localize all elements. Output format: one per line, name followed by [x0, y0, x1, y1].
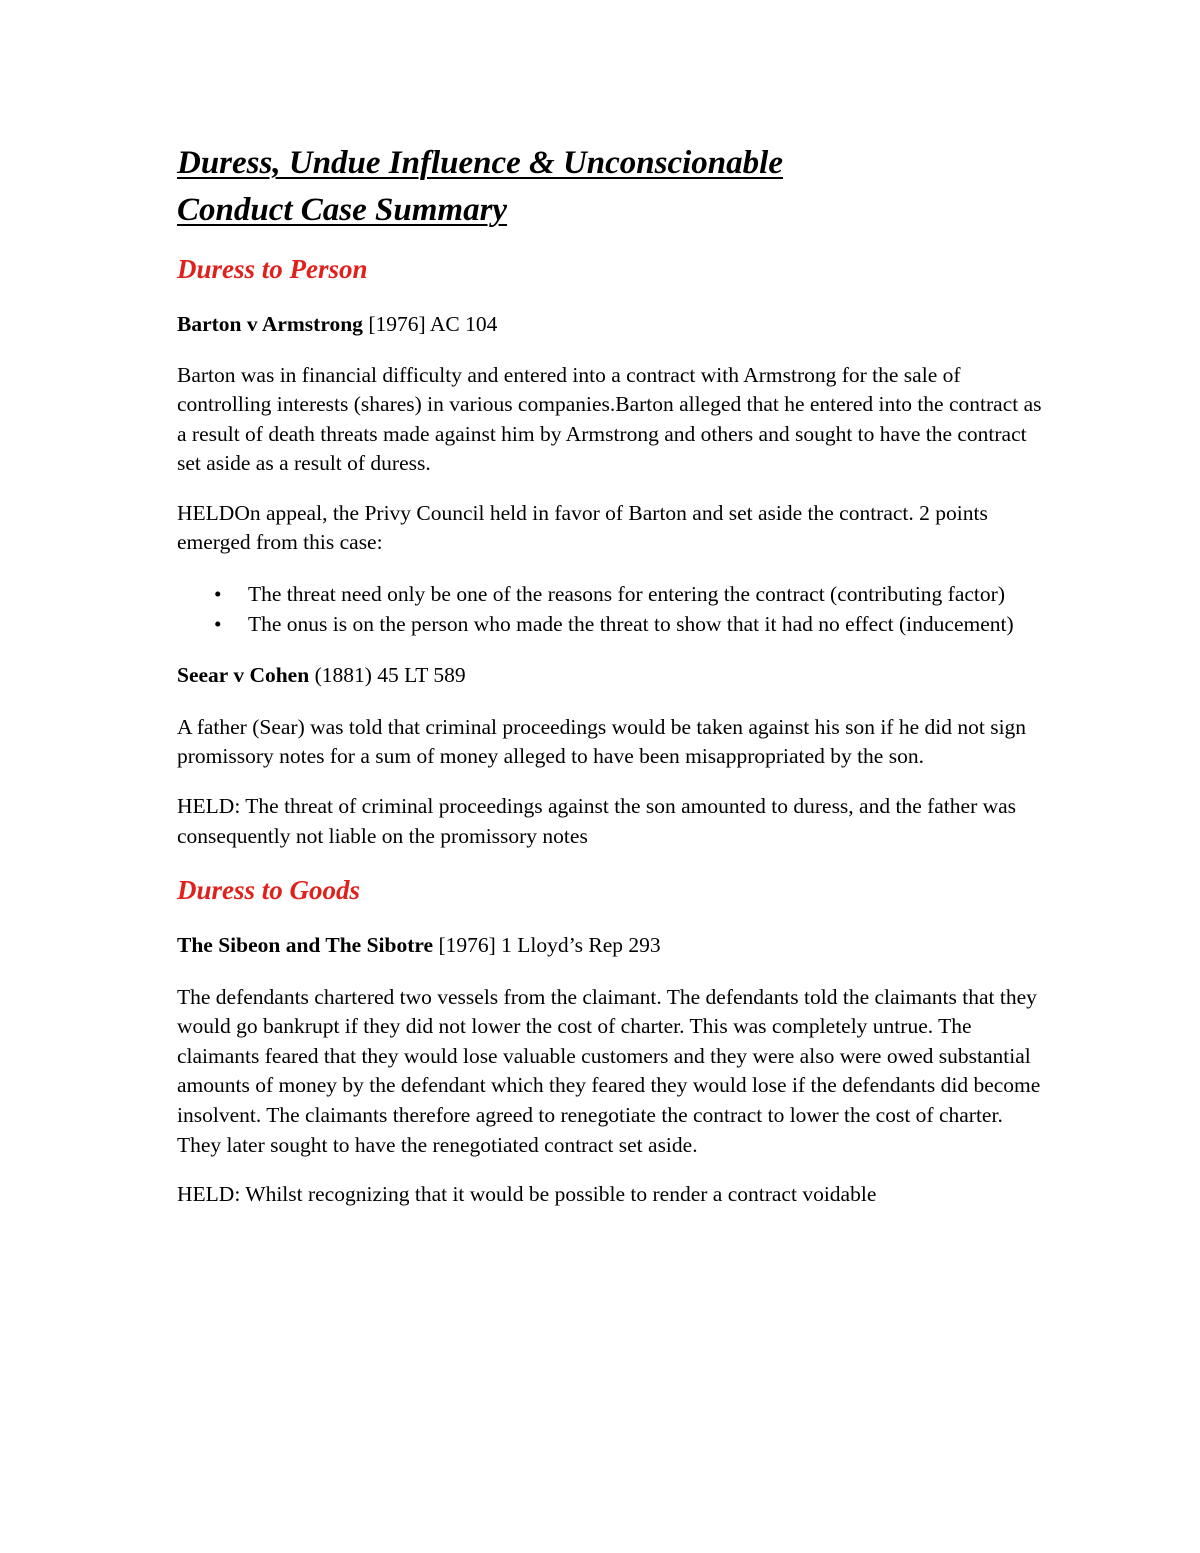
- bullet-icon: •: [214, 611, 222, 636]
- case-held-barton: HELDOn appeal, the Privy Council held in favor of Barton and set aside the contract. 2 points emerged from this case:: [177, 500, 988, 555]
- section-heading-duress-to-person: Duress to Person: [177, 254, 368, 284]
- list-item-text: The onus is on the person who made the threat to show that it had no effect (inducement): [248, 611, 1014, 636]
- case-heading-sibeon: [177, 931, 1047, 961]
- case-facts-seear: A father (Sear) was told that criminal proceedings would be taken against his son if he did not sign promissory notes for a sum of money alleged to have been misappropriated by the son.: [177, 714, 1027, 769]
- bullet-icon: •: [214, 582, 222, 607]
- section-heading-duress-to-goods: Duress to Goods: [177, 875, 361, 906]
- case-name: Seear v Cohen: [177, 663, 310, 688]
- case-citation: (1881) 45 LT 589: [309, 663, 466, 688]
- case-citation: [1976] 1 Lloyd’s Rep 293: [433, 933, 661, 958]
- case-held-seear: HELD: The threat of criminal proceedings against the son amounted to duress, and the father was consequently not liable on the promissory notes: [177, 793, 1017, 848]
- document-title: [177, 140, 1047, 234]
- case-name: Barton v Armstrong: [177, 312, 363, 336]
- held-points-list: [177, 580, 1047, 639]
- case-held-sibeon: HELD: Whilst recognizing that it would be possible to render a contract voidable: [177, 1182, 877, 1207]
- list-item: [177, 580, 1047, 610]
- case-citation: [1976] AC 104: [362, 312, 498, 336]
- case-heading-barton: [177, 310, 1047, 340]
- list-item-text: The threat need only be one of the reasons for entering the contract (contributing factor): [248, 582, 1005, 607]
- list-item: [177, 610, 1047, 640]
- document-page: [177, 140, 1047, 1210]
- case-facts-sibeon: The defendants chartered two vessels from the claimant. The defendants told the claimants that they would go bankrupt if they did not lower the cost of charter. This was completely untrue. The claimants feared that they would lose valuable customers and they were also were owed substantial amounts of money by the defendant which they feared they would lose if the defendants did become insolvent. The claimants therefore agreed to renegotiate the contract to lower the cost of charter. They later sought to have the renegotiated contract set aside.: [177, 984, 1041, 1157]
- title-line-1: Duress, Undue Influence & Unconscionable: [177, 145, 783, 181]
- case-facts-barton: Barton was in financial difficulty and entered into a contract with Armstrong for the sale of controlling interests (shares) in various companies.Barton alleged that he entered into the contract as a result of death threats made against him by Armstrong and others and sought to have the contract set aside as a result of duress.: [177, 362, 1042, 476]
- case-name: The Sibeon and The Sibotre: [177, 933, 434, 958]
- case-heading-seear: [177, 661, 1047, 691]
- title-line-2: Conduct Case Summary: [177, 192, 508, 228]
